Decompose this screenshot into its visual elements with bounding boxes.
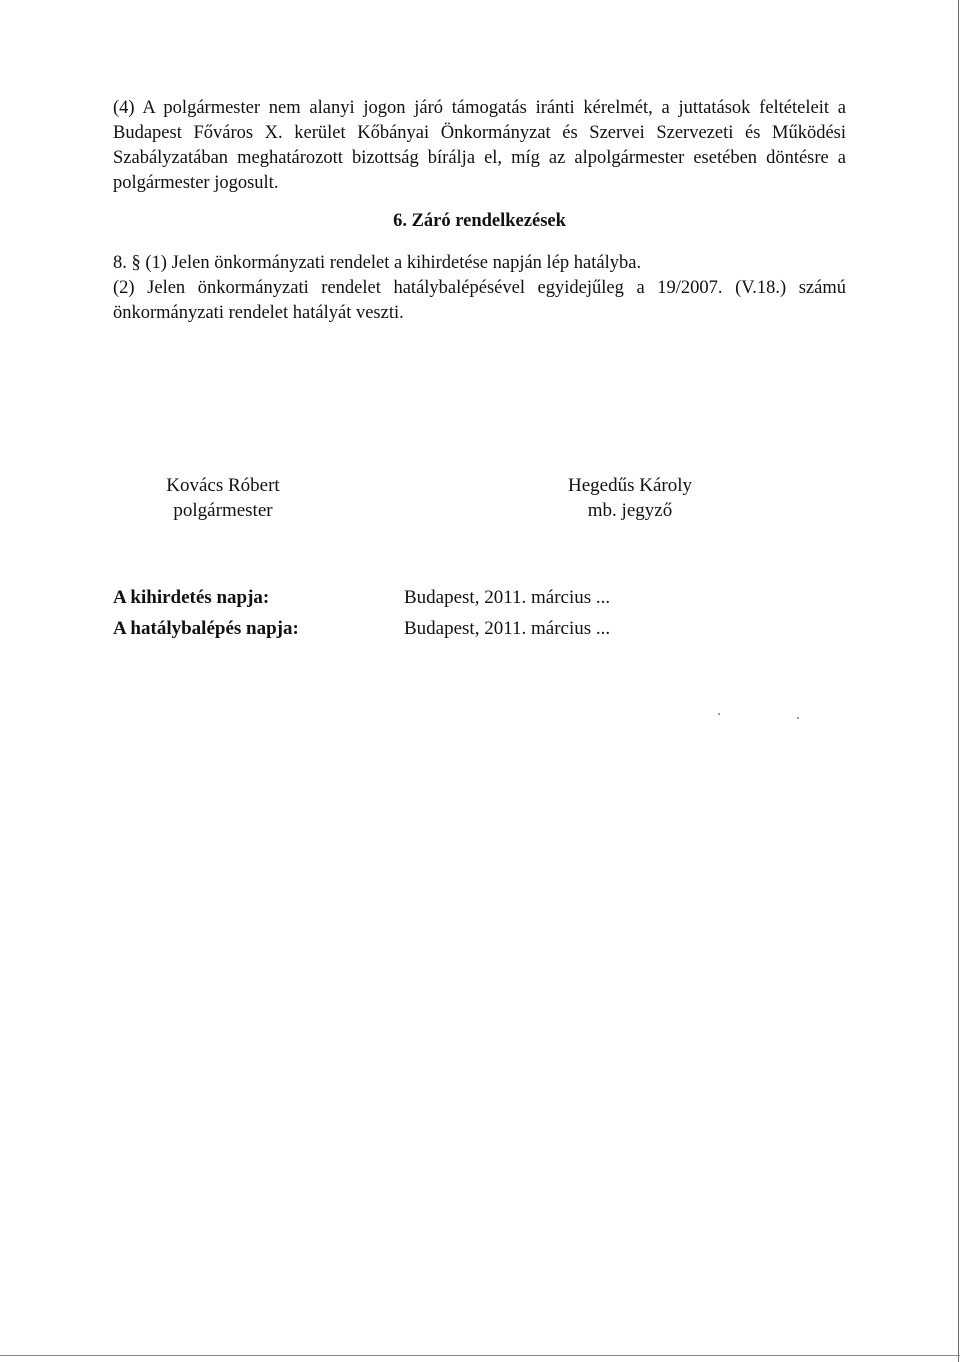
promulgation-value: Budapest, 2011. március ... bbox=[404, 587, 611, 608]
section-heading bbox=[0, 211, 960, 232]
scan-edge-bottom bbox=[0, 1355, 960, 1356]
paragraph-4-line: Budapest Főváros X. kerület Kőbányai Önkormányzat és Szervei Szervezeti és Működési bbox=[113, 123, 846, 143]
paragraph-4-line: Szabályzatában meghatározott bizottság bírálja el, míg az alpolgármester esetében döntésre a bbox=[113, 148, 846, 168]
effective-value: Budapest, 2011. március ... bbox=[404, 618, 611, 639]
paragraph-8-line: 8. § (1) Jelen önkormányzati rendelet a kihirdetése napján lép hatályba. bbox=[113, 253, 642, 273]
paragraph-8-line: önkormányzati rendelet hatályát veszti. bbox=[113, 303, 404, 323]
section-heading-text: 6. Záró rendelkezések bbox=[393, 211, 566, 231]
paragraph-4-line: polgármester jogosult. bbox=[113, 173, 279, 193]
signatory-title: mb. jegyző bbox=[587, 500, 673, 521]
paragraph-8-clause-1 bbox=[113, 251, 846, 276]
paragraph-4-line: (4) A polgármester nem alanyi jogon járó támogatás iránti kérelmét, a juttatások feltételeit a bbox=[113, 98, 846, 118]
scan-edge-right bbox=[958, 0, 959, 1362]
scan-speck bbox=[797, 717, 799, 719]
signature-block-notary bbox=[510, 473, 750, 523]
signatory-name: Kovács Róbert bbox=[166, 475, 280, 496]
signature-block-mayor bbox=[103, 473, 343, 523]
effective-label: A hatálybalépés napja: bbox=[113, 618, 299, 639]
signatory-title: polgármester bbox=[173, 500, 273, 521]
paragraph-8-line: (2) Jelen önkormányzati rendelet hatálybalépésével egyidejűleg a 19/2007. (V.18.) számú bbox=[113, 278, 846, 298]
promulgation-label: A kihirdetés napja: bbox=[113, 587, 270, 608]
scan-speck bbox=[718, 713, 720, 715]
paragraph-8-clause-2 bbox=[113, 276, 846, 326]
signatory-name: Hegedűs Károly bbox=[568, 475, 692, 496]
paragraph-4 bbox=[113, 96, 846, 196]
